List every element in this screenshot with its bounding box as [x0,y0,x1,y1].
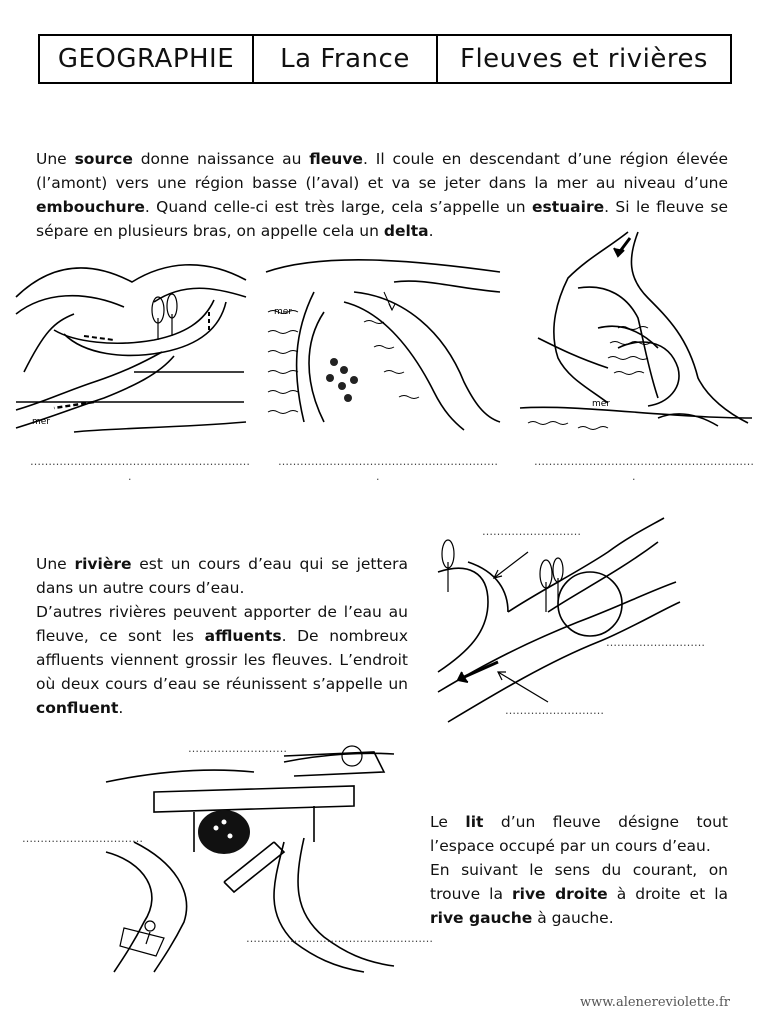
answer-line-1-dot: . [128,470,132,483]
subject-cell: GEOGRAPHIE [40,36,254,82]
riverbed-paragraph: Le lit d’un fleuve désigne tout l’espace occupé par un cours d’eau. En suivant le sens du courant, on trouve la rive droite à droite et la rive gauche à gauche. [430,812,729,927]
term-riviere: rivière [74,554,132,573]
term-rive-gauche: rive gauche [430,908,533,927]
confluence-label-line-top: ……………………… [482,525,581,538]
lesson-cell: Fleuves et rivières [460,44,708,74]
river-course-illustration [14,252,250,436]
confluence-illustration [428,512,684,726]
answer-line-2-dot: . [376,470,380,483]
topic-cell: La France [254,36,438,82]
answer-line-2: …………………………………………………… [278,455,498,468]
riverbed-label-line-top: ……………………… [188,742,287,755]
title-table [38,34,732,84]
term-rive-droite: rive droite [512,884,608,903]
confluence-label-line-bottom: ……………………… [505,704,604,717]
intro-paragraph: Une source donne naissance au fleuve. Il coule en descendant d’une région élevée (l’amont) vers une région basse (l’aval) et va se jeter dans la mer au niveau d’une embouchure. Quand celle-ci est très large, cela s’appelle un estuaire. Si le fleuve se sépare en plusieurs bras, on appelle cela un delta. [36,149,728,240]
term-delta: delta [383,221,429,240]
term-confluent: confluent [36,698,119,717]
sea-label: mer [274,307,293,317]
term-estuaire: estuaire [532,197,605,216]
answer-line-1: …………………………………………………… [30,455,250,468]
river-paragraph: Une rivière est un cours d’eau qui se jettera dans un autre cours d’eau. D’autres rivières peuvent apporter de l’eau au fleuve, ce sont les affluents. De nombreux affluents viennent grossir les fleuves. L’endroit où deux cours d’eau se réunissent s’appelle un confluent. [36,554,409,717]
answer-line-3: …………………………………………………… [534,455,754,468]
confluence-label-line-right: ……………………… [606,636,705,649]
riverbed-label-line-bottom: …………………………………………… [246,932,433,945]
delta-illustration [518,228,754,436]
estuary-illustration [264,252,504,432]
term-embouchure: embouchure [36,197,145,216]
riverbed-label-line-left: …………………………… [22,832,143,845]
site-url: www.alenereviolette.fr [579,995,730,1010]
term-lit: lit [465,812,484,831]
term-source: source [74,149,133,168]
answer-line-3-dot: . [632,470,636,483]
sea-label: mer [592,399,611,409]
term-fleuve: fleuve [309,149,363,168]
term-affluents: affluents [204,626,282,645]
sea-label: mer [32,417,51,427]
